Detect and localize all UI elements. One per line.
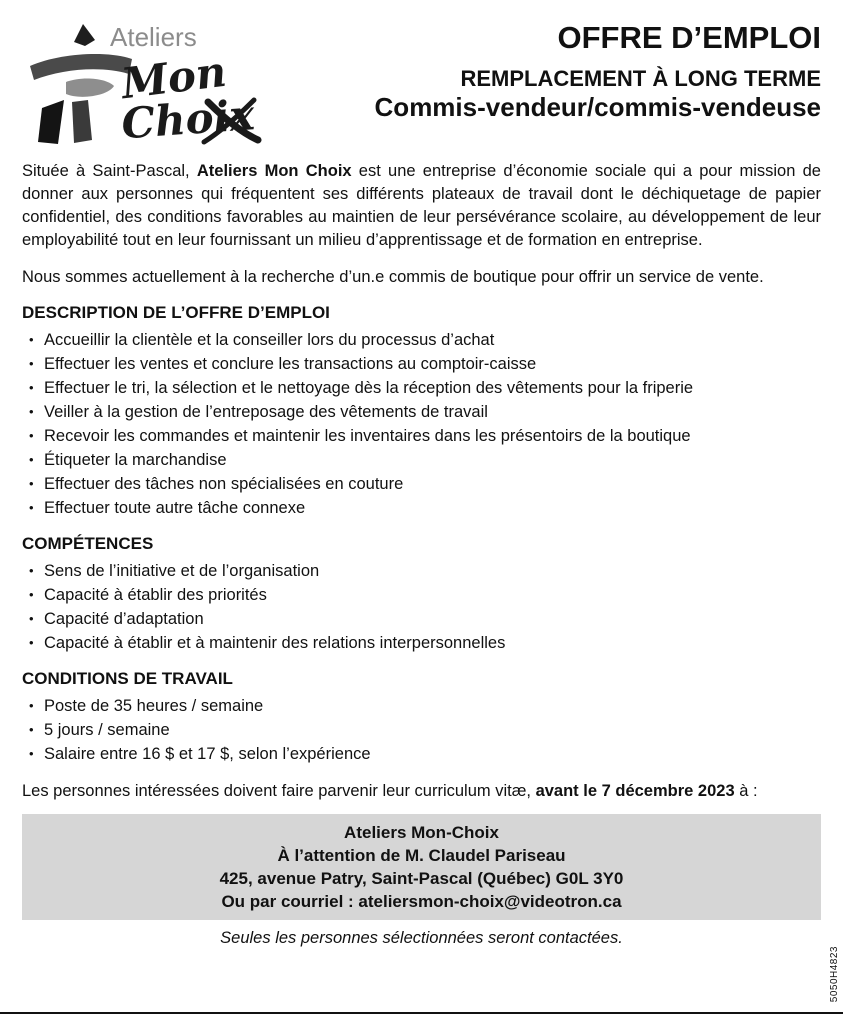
bullet-icon: •: [29, 635, 34, 650]
list-item-text: Capacité à établir des priorités: [44, 586, 267, 604]
logo-text-choix: Choix: [119, 90, 257, 146]
list-item: [22, 631, 821, 655]
list-item: [22, 400, 821, 424]
inukshuk-logo-icon: [22, 16, 272, 146]
list-item: [22, 583, 821, 607]
list-item-text: Étiqueter la marchandise: [44, 451, 227, 469]
bullet-icon: •: [29, 380, 34, 395]
section-heading-description: DESCRIPTION DE L’OFFRE D’EMPLOI: [22, 303, 330, 322]
list-item-text: Poste de 35 heures / semaine: [44, 697, 264, 715]
list-item-text: Effectuer le tri, la sélection et le nettoyage dès la réception des vêtements pour la friperie: [44, 379, 694, 397]
bullet-icon: •: [29, 563, 34, 578]
contact-company-name: Ateliers Mon-Choix: [344, 823, 499, 842]
page-title: OFFRE D’EMPLOI: [557, 20, 821, 55]
list-item-text: 5 jours / semaine: [44, 721, 170, 739]
list-item-text: Effectuer toute autre tâche connexe: [44, 499, 306, 517]
intro-text-start: Située à Saint-Pascal,: [22, 162, 197, 180]
list-item: [22, 352, 821, 376]
list-item-text: Capacité d’adaptation: [44, 610, 204, 628]
list-item: [22, 742, 821, 766]
bullet-icon: •: [29, 746, 34, 761]
intro-paragraph: [22, 160, 821, 252]
ad-reference-code: 5050H4823: [829, 945, 840, 1002]
bullet-icon: •: [29, 698, 34, 713]
contact-box: [22, 814, 821, 920]
list-item: [22, 694, 821, 718]
bullet-icon: •: [29, 500, 34, 515]
bullet-icon: •: [29, 428, 34, 443]
contact-email-line: Ou par courriel : ateliersmon-choix@videotron.ca: [221, 892, 622, 911]
intro-text-end: est une entreprise d’économie sociale qui a pour mission de donner aux personnes qui fréquentent ses différents plateaux de travail dont le déchiquetage de papier confidentiel, des conditions favorables au maintien de leur persévérance scolaire, au développement de leur employabilité tout en leur fournissant un milieu d’apprentissage et de formation en entreprise.: [22, 162, 821, 249]
search-paragraph: Nous sommes actuellement à la recherche d’un.e commis de boutique pour offrir un service de vente.: [22, 268, 764, 286]
header-titles: [272, 16, 821, 121]
list-item: [22, 328, 821, 352]
contact-address: 425, avenue Patry, Saint-Pascal (Québec) G0L 3Y0: [219, 869, 624, 888]
company-logo: [22, 16, 272, 146]
bottom-divider: [0, 1012, 843, 1014]
bullet-icon: •: [29, 452, 34, 467]
list-item: [22, 424, 821, 448]
section-description: [22, 302, 821, 520]
list-item-text: Veiller à la gestion de l’entreposage des vêtements de travail: [44, 403, 488, 421]
description-list: [22, 328, 821, 520]
bullet-icon: •: [29, 611, 34, 626]
job-position-title: Commis-vendeur/commis-vendeuse: [374, 91, 821, 122]
logo-text-mon: Mon: [118, 46, 229, 109]
list-item: [22, 448, 821, 472]
list-item-text: Effectuer des tâches non spécialisées en couture: [44, 475, 404, 493]
section-competences: [22, 533, 821, 655]
list-item-text: Sens de l’initiative et de l’organisation: [44, 562, 320, 580]
company-name-bold: Ateliers Mon Choix: [196, 162, 352, 180]
apply-text-start: Les personnes intéressées doivent faire parvenir leur curriculum vitæ,: [22, 782, 536, 800]
apply-instruction: [22, 780, 821, 803]
list-item-text: Recevoir les commandes et maintenir les inventaires dans les présentoirs de la boutique: [44, 427, 691, 445]
contact-attention-line: À l’attention de M. Claudel Pariseau: [277, 846, 566, 865]
list-item: [22, 376, 821, 400]
list-item-text: Effectuer les ventes et conclure les transactions au comptoir-caisse: [44, 355, 537, 373]
list-item-text: Accueillir la clientèle et la conseiller lors du processus d’achat: [44, 331, 495, 349]
header: [22, 16, 821, 146]
section-conditions: [22, 668, 821, 766]
bullet-icon: •: [29, 587, 34, 602]
bullet-icon: •: [29, 332, 34, 347]
bullet-icon: •: [29, 476, 34, 491]
apply-deadline-bold: avant le 7 décembre 2023: [535, 782, 735, 800]
competences-list: [22, 559, 821, 655]
job-type-subtitle: REMPLACEMENT À LONG TERME: [460, 65, 821, 91]
section-heading-conditions: CONDITIONS DE TRAVAIL: [22, 669, 233, 688]
list-item: [22, 496, 821, 520]
section-heading-competences: COMPÉTENCES: [22, 534, 154, 553]
conditions-list: [22, 694, 821, 766]
list-item: [22, 559, 821, 583]
bullet-icon: •: [29, 356, 34, 371]
list-item: [22, 472, 821, 496]
list-item: [22, 607, 821, 631]
bullet-icon: •: [29, 722, 34, 737]
list-item-text: Capacité à établir et à maintenir des relations interpersonnelles: [44, 634, 506, 652]
list-item: [22, 718, 821, 742]
list-item-text: Salaire entre 16 $ et 17 $, selon l’expérience: [44, 745, 371, 763]
selection-notice: Seules les personnes sélectionnées seront contactées.: [220, 929, 623, 947]
bullet-icon: •: [29, 404, 34, 419]
logo-text-ateliers: Ateliers: [110, 22, 197, 52]
apply-text-end: à :: [734, 782, 758, 800]
